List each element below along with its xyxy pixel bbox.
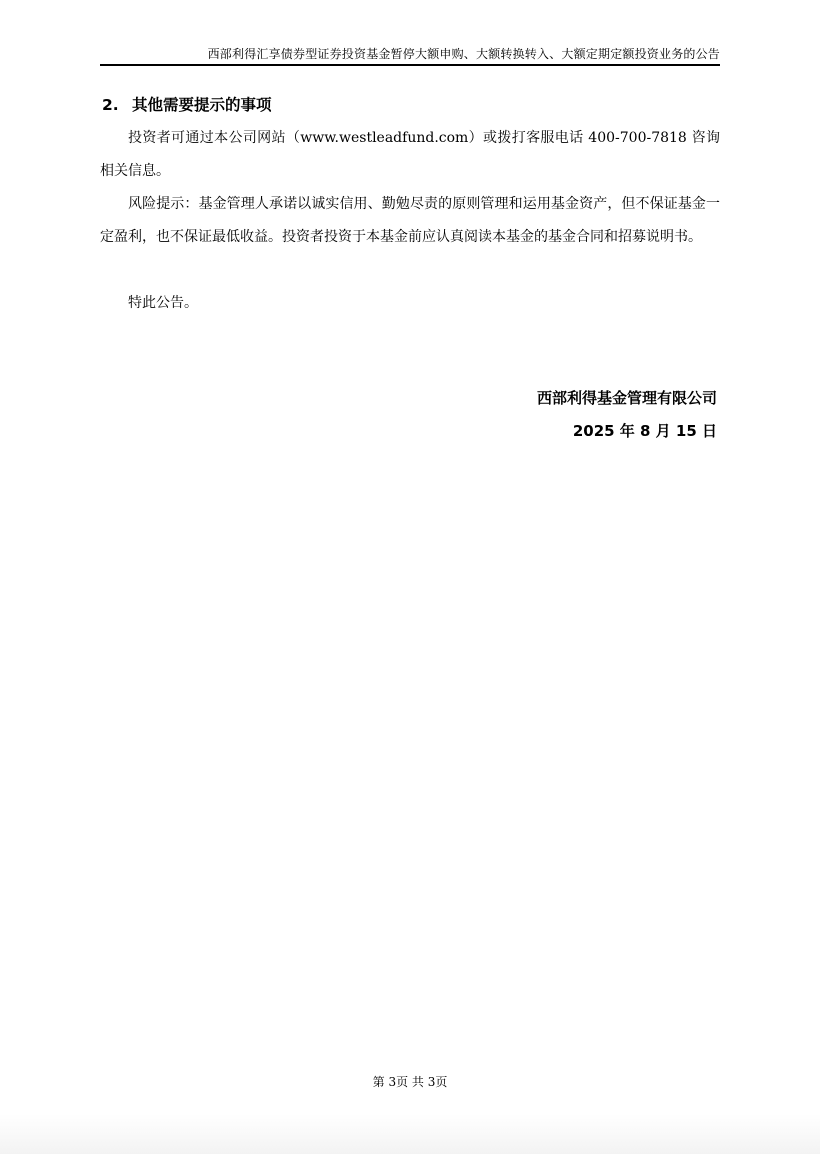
section-heading [102, 94, 272, 116]
page-header-title: 西部利得汇享债券型证券投资基金暂停大额申购、大额转换转入、大额定期定额投资业务的公告 [207, 47, 720, 61]
signature-date: 2025 年 8 月 15 日 [572, 422, 717, 440]
header-divider [100, 64, 720, 66]
signature-company: 西部利得基金管理有限公司 [536, 389, 717, 407]
section-title: 其他需要提示的事项 [132, 96, 272, 114]
section-number: 2. [102, 96, 119, 114]
page-number: 第 3页 共 3页 [372, 1075, 448, 1089]
contact-paragraph: 投资者可通过本公司网站（www.westleadfund.com）或拨打客服电话 400-700-7818 咨询相关信息。 [100, 130, 720, 179]
page-bottom-shadow [0, 1114, 820, 1154]
risk-warning-paragraph: 风险提示：基金管理人承诺以诚实信用、勤勉尽责的原则管理和运用基金资产，但不保证基金一定盈利，也不保证最低收益。投资者投资于本基金前应认真阅读本基金的基金合同和招募说明书。 [100, 196, 720, 245]
closing-paragraph: 特此公告。 [128, 295, 198, 311]
